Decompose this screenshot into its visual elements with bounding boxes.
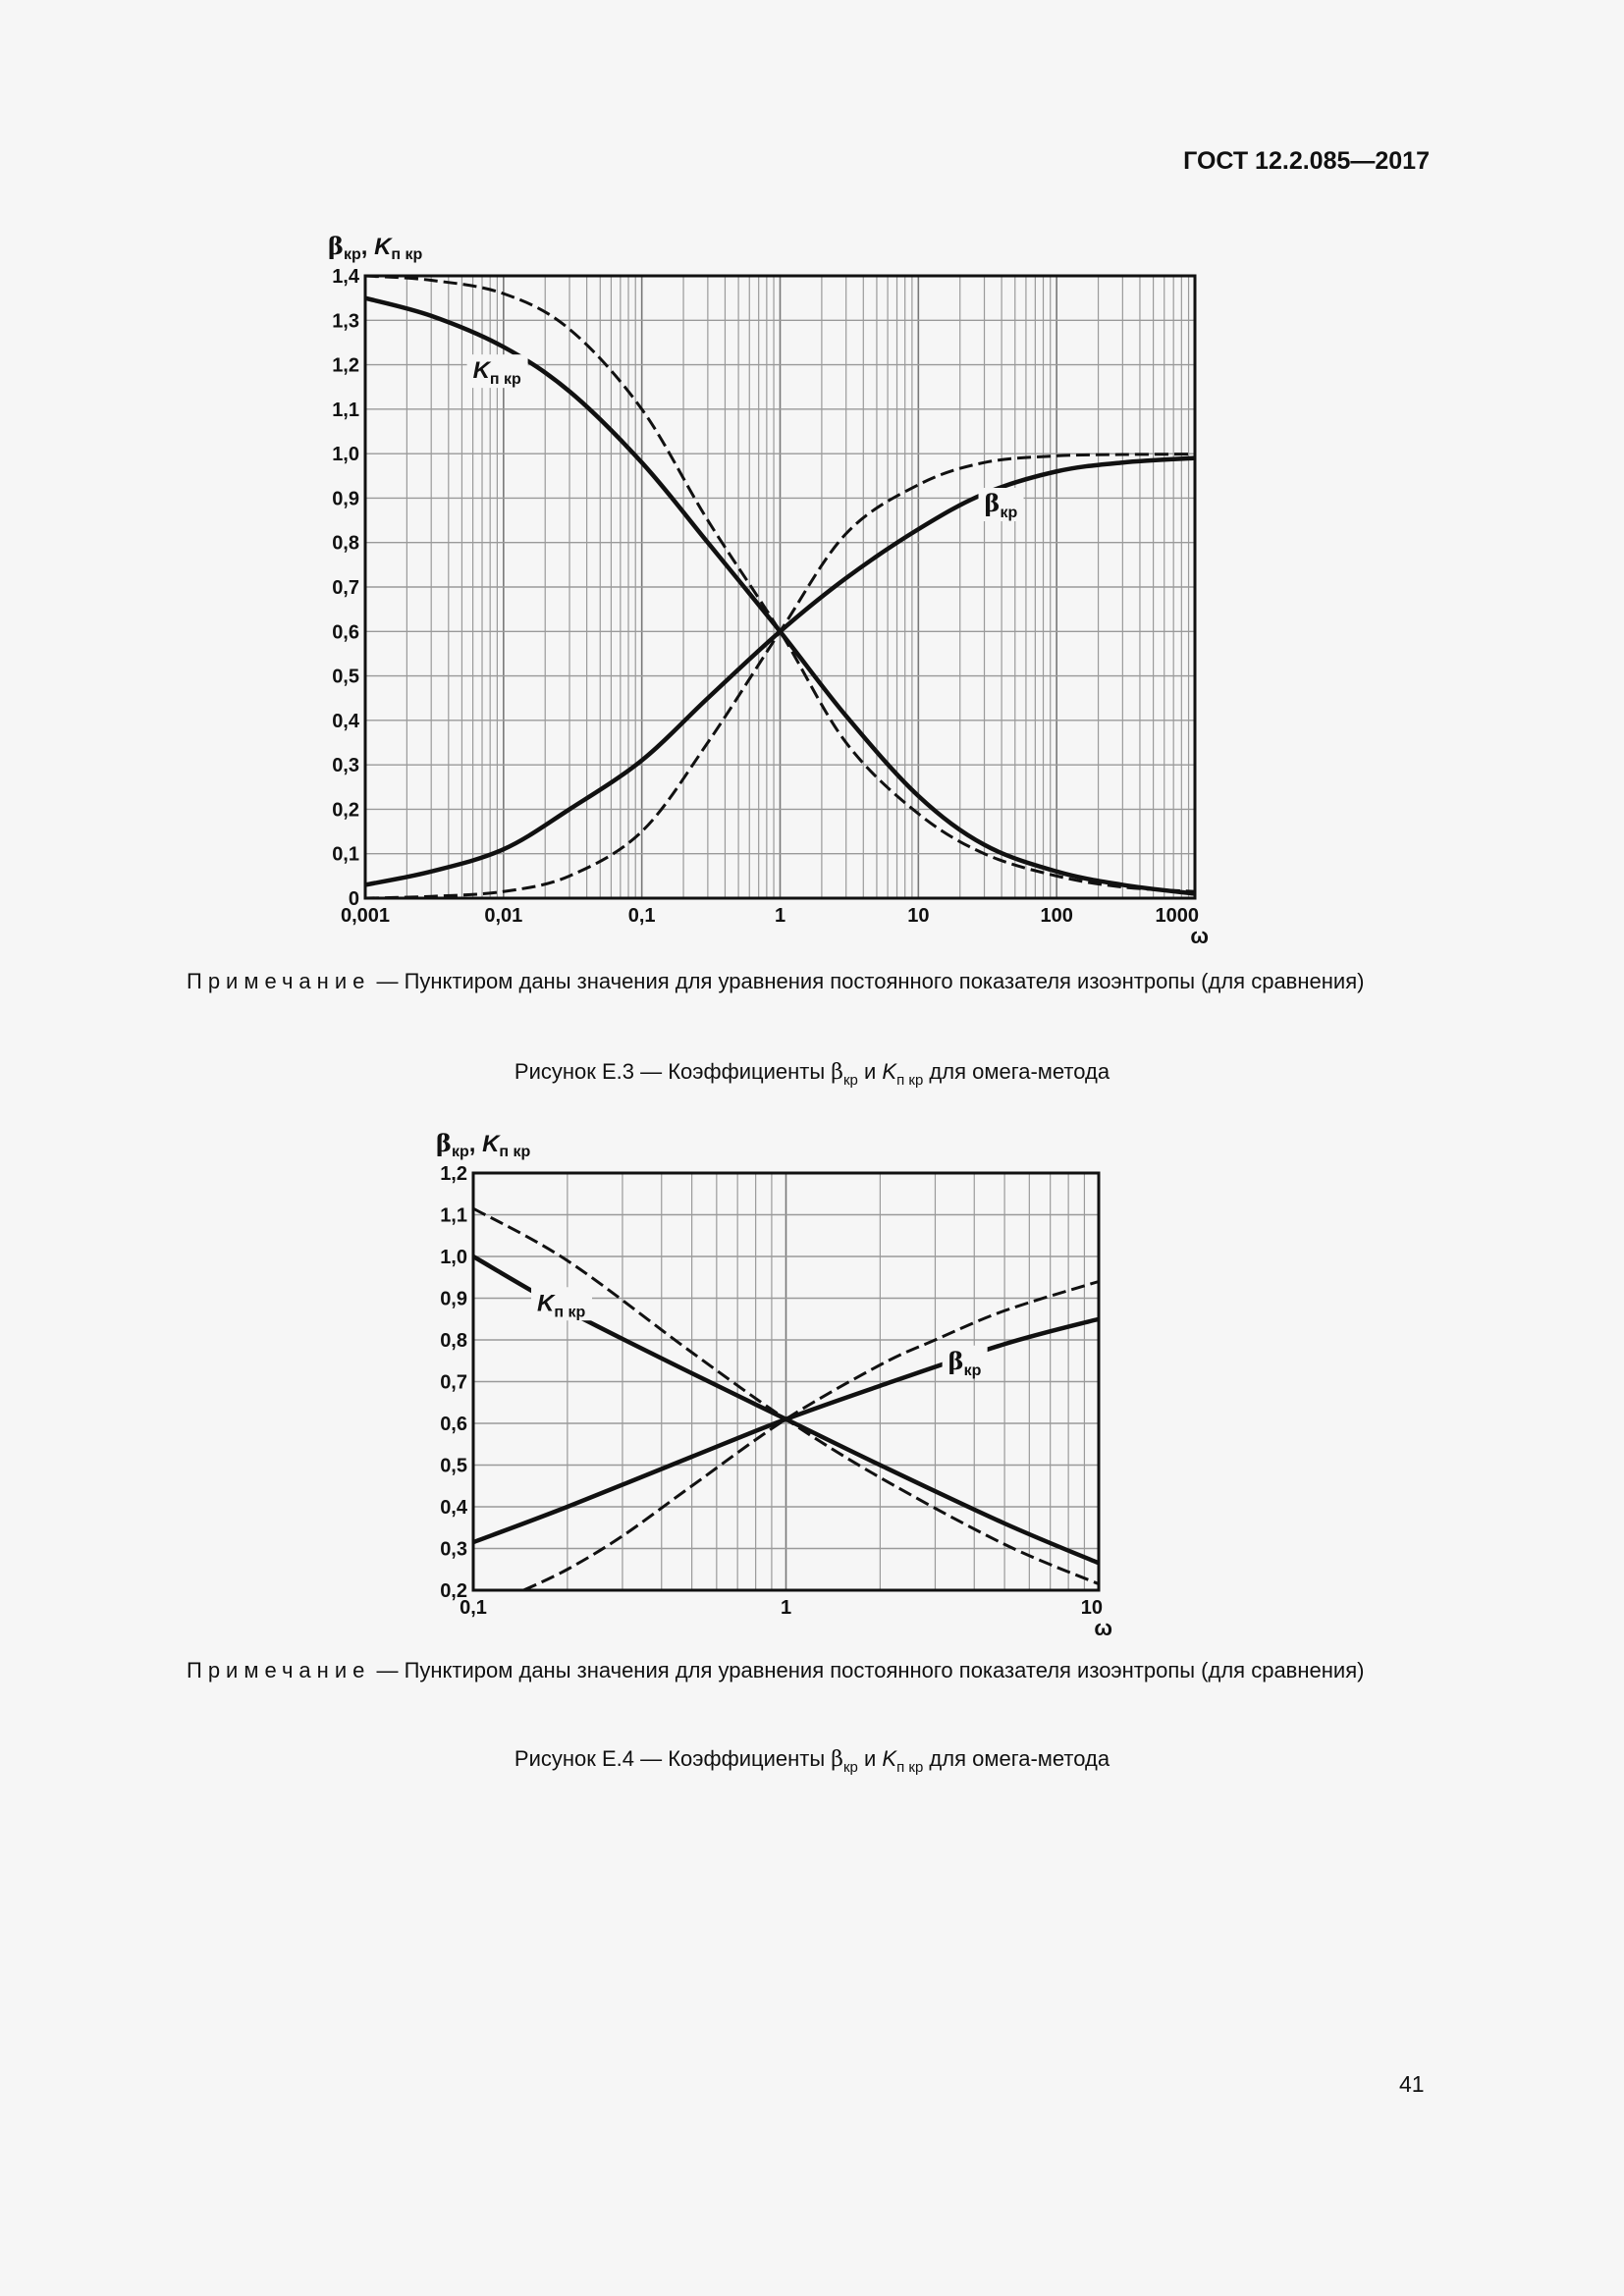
caption-conjunction: и bbox=[857, 1059, 883, 1084]
y-tick-label: 0,5 bbox=[440, 1455, 467, 1477]
x-tick-label: 0,01 bbox=[484, 905, 523, 927]
y-tick-label: 0,1 bbox=[332, 843, 359, 866]
y-tick-label: 1,0 bbox=[440, 1247, 467, 1268]
caption-beta-symbol: β bbox=[831, 1060, 843, 1085]
caption-suffix: для омега-метода bbox=[923, 1059, 1110, 1084]
caption-suffix: для омега-метода bbox=[923, 1746, 1110, 1771]
k-curve-label: $K_{п кр}$ bbox=[537, 1290, 586, 1321]
x-tick-label: 100 bbox=[1040, 905, 1073, 927]
y-tick-label: 0,4 bbox=[440, 1497, 467, 1519]
x-tick-label: 0,001 bbox=[340, 905, 391, 927]
note-lead: Примечание bbox=[187, 969, 371, 993]
y-tick-label: 0,5 bbox=[332, 666, 359, 688]
caption-k-subscript: п кр bbox=[896, 1072, 924, 1089]
y-tick-label: 1,4 bbox=[332, 266, 359, 288]
caption-k-subscript: п кр bbox=[896, 1759, 924, 1776]
x-tick-label: 1000 bbox=[1155, 905, 1199, 927]
caption-prefix: Рисунок Е.3 — Коэффициенты bbox=[514, 1059, 832, 1084]
y-tick-label: 0,3 bbox=[440, 1538, 467, 1561]
caption-prefix: Рисунок Е.4 — Коэффициенты bbox=[514, 1746, 832, 1771]
beta-curve-label: $\beta_{кр}$ bbox=[984, 489, 1018, 522]
y-tick-label: 0,7 bbox=[440, 1371, 467, 1394]
y-tick-label: 1,1 bbox=[332, 399, 359, 421]
y-tick-label: 0,6 bbox=[440, 1414, 467, 1435]
y-tick-label: 0,4 bbox=[332, 710, 359, 732]
y-tick-label: 0,9 bbox=[332, 488, 359, 510]
figure-e3-note bbox=[116, 968, 1430, 995]
y-tick-label: 0,6 bbox=[332, 621, 359, 644]
y-tick-label: 0,2 bbox=[332, 799, 359, 822]
caption-conjunction: и bbox=[857, 1746, 883, 1771]
y-tick-label: 0,3 bbox=[332, 755, 359, 777]
caption-beta-symbol: β bbox=[831, 1747, 843, 1772]
caption-k-symbol: K bbox=[882, 1746, 897, 1771]
y-tick-label: 1,2 bbox=[332, 354, 359, 377]
note-lead: Примечание bbox=[187, 1658, 371, 1682]
figure-e4-caption bbox=[0, 1746, 1624, 1776]
x-tick-label: 10 bbox=[907, 905, 930, 927]
note-text: — Пунктиром даны значения для уравнения постоянного показателя изоэнтропы (для сравнения) bbox=[370, 1658, 1365, 1682]
y-tick-label: 1,3 bbox=[332, 310, 359, 333]
note-text: — Пунктиром даны значения для уравнения постоянного показателя изоэнтропы (для сравнения) bbox=[370, 969, 1365, 993]
caption-k-symbol: K bbox=[882, 1059, 897, 1084]
x-tick-label: 1 bbox=[780, 1597, 792, 1619]
x-tick-label: 0,1 bbox=[460, 1597, 487, 1619]
page-number: 41 bbox=[1399, 2071, 1425, 2097]
y-tick-label: 1,0 bbox=[332, 444, 359, 466]
beta-curve-label: $\beta_{кр}$ bbox=[947, 1346, 982, 1379]
standard-id-header: ГОСТ 12.2.085—2017 bbox=[1183, 147, 1430, 175]
y-tick-label: 0,2 bbox=[440, 1580, 467, 1602]
y-axis-label: $\beta_{кр}$, $K_{п кр}$ bbox=[436, 1129, 531, 1160]
y-tick-label: 0,9 bbox=[440, 1288, 467, 1310]
k-curve-label: $K_{п кр}$ bbox=[472, 357, 521, 389]
y-tick-label: 0 bbox=[348, 888, 359, 910]
y-tick-label: 0,8 bbox=[332, 532, 359, 555]
caption-beta-subscript: кр bbox=[842, 1072, 858, 1089]
x-tick-label: 10 bbox=[1080, 1597, 1103, 1619]
figure-e3-caption bbox=[0, 1059, 1624, 1089]
x-tick-label: 0,1 bbox=[627, 905, 656, 927]
chart-1 bbox=[328, 232, 1209, 948]
y-axis-label: $\beta_{кр}$, $K_{п кр}$ bbox=[328, 232, 423, 263]
y-tick-label: 0,7 bbox=[332, 577, 359, 599]
x-axis-label: ω bbox=[1094, 1616, 1112, 1640]
y-tick-label: 1,2 bbox=[440, 1163, 467, 1185]
x-axis-label: ω bbox=[1190, 924, 1209, 948]
y-tick-label: 1,1 bbox=[440, 1204, 467, 1227]
chart-2 bbox=[436, 1129, 1112, 1640]
series-beta-dashed bbox=[523, 1282, 1099, 1591]
caption-beta-subscript: кр bbox=[842, 1759, 858, 1776]
figure-e4-note bbox=[116, 1657, 1430, 1684]
y-tick-label: 0,8 bbox=[440, 1330, 467, 1352]
x-tick-label: 1 bbox=[774, 905, 786, 927]
